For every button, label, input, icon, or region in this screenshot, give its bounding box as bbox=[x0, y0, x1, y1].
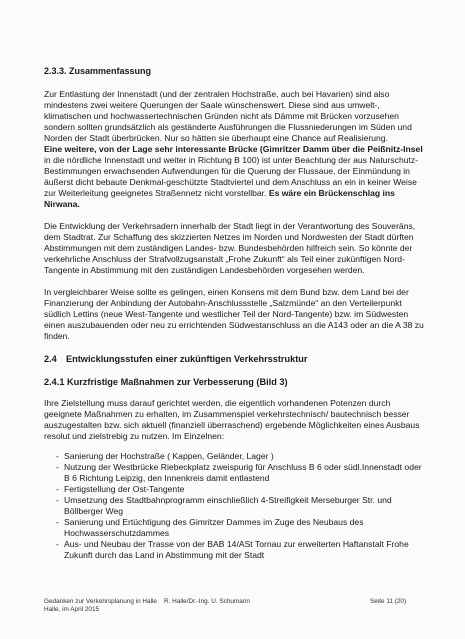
bridge-text: in die nördliche Innenstadt und weiter in Richtung B 100) ist unter Beachtung der aus Naturschutz-Bestimmungen erwachsenden Aufwendungen für die Querung der Flussaue, der Einmündung in äußerst dicht bebaute Denkmal-geschützte Stadtviertel und dem Anschluss an ein in keiner Weise zur Weiterleitung geeignetes Straßennetz nicht vorstellbar. bbox=[44, 155, 419, 198]
footer-date: Halle, im April 2015 bbox=[44, 606, 100, 613]
section-title: Entwicklungsstufen einer zukünftigen Verkehrsstruktur bbox=[66, 354, 308, 364]
list-item: - Nutzung der Westbrücke Riebeckplatz zweispurig für Anschluss B 6 oder südl.Innenstadt oder B 6 Richtung Leipzig, den Innenkreis damit entlastend bbox=[64, 462, 426, 484]
paragraph-summary bbox=[44, 89, 426, 210]
list-item: - Umsetzung des Stadtbahnprogramm einschließlich 4-Streifigkeit Merseburger Str. und Böllberger Weg bbox=[64, 495, 426, 517]
list-item: - Aus- und Neubau der Trasse von der BAB 14/ASt Tornau zur erweiterten Haftanstalt Frohe Zukunft durch das Land in Abstimmung mit der Stadt bbox=[64, 539, 426, 561]
section-number: 2.4 bbox=[44, 354, 57, 364]
bridge-conclusion: Es wäre ein Brückenschlag ins Nirwana. bbox=[44, 188, 395, 209]
paragraph-summary-text: Zur Entlastung der Innenstadt (und der zentralen Hochstraße, auch bei Havarien) sind also mindestens zwei weitere Querungen der Saale wünschenswert. Diese sind aus umwelt-, klimatischen und hochwassertechnischen Gründen nicht als Dämme mit Brücken vorzusehen sondern sollten grundsätzlich als geständerte Ausführungen die Flussniederungen im Süden und Norden der Stadt überbrücken. Nur so hätten sie überhaupt eine Chance auf Realisierung. bbox=[44, 89, 412, 143]
paragraph-measures-intro: Ihre Zielstellung muss darauf gerichtet werden, die eigentlich vorhandenen Potenzen durch geeignete Maßnahmen zu erhalten, im Zusammenspiel verkehrstechnisch/ bautechnisch besser auszugestalten bzw. sich aktuell (finanziell überraschend) ergebende Möglichkeiten eines Ausbaus resolut und zielstrebig zu nutzen. Im Einzelnen: bbox=[44, 398, 420, 441]
footer-page-number: Seite 11 (20) bbox=[370, 598, 407, 605]
section-heading-2-4-1: 2.4.1 Kurzfristige Maßnahmen zur Verbesserung (Bild 3) bbox=[44, 377, 288, 387]
footer-title: Gedanken zur Verkehrsplanung in Halle bbox=[44, 598, 157, 605]
section-heading-2-3-3: 2.3.3. Zusammenfassung bbox=[44, 66, 152, 76]
list-item: - Sanierung und Ertüchtigung des Gimritzer Dammes im Zuge des Neubaus des Hochwasserschutzdammes bbox=[64, 517, 426, 539]
list-item: - Sanierung der Hochstraße ( Kappen, Geländer, Lager ) bbox=[64, 451, 426, 462]
page-content bbox=[44, 66, 426, 561]
bridge-emphasis: Eine weitere, von der Lage sehr interessante Brücke (Gimritzer Damm über die Peißnitz-Insel bbox=[44, 144, 423, 154]
paragraph-traffic-development: Die Entwicklung der Verkehrsadern innerhalb der Stadt liegt in der Verantwortung des Souveräns, dem Stadtrat. Zur Schaffung des skizzierten Netzes im Norden und Nordwesten der Stadt dürften Abstimmungen mit dem zuständigen Landes- bzw. Bundesbehörden hilfreich sein. So könnte der verkehrliche Anschluss der Strafvollzugsanstalt „Frohe Zukunft“ als Teil einer zukünftigen Nord-Tangente in Abstimmung mit den zuständigen Landesbehörden vorgesehen werden. bbox=[44, 221, 416, 275]
section-heading-2-4 bbox=[44, 354, 426, 365]
measures-list bbox=[44, 451, 426, 561]
list-item: - Fertigstellung der Ost-Tangente bbox=[64, 484, 426, 495]
footer-authors: R. Halle/Dr.-Ing. U. Schumann bbox=[164, 598, 250, 605]
paragraph-consensus: In vergleichbarer Weise sollte es gelingen, einen Konsens mit dem Bund bzw. dem Land bei der Finanzierung der Anbindung der Autobahn-Anschlussstelle „Salzmünde“ an den Verteilerpunkt südlich Lettins (neue West-Tangente und westlicher Teil der Nord-Tangente) bzw. im Südwesten einen auszubauenden oder neu zu errichtenden Südwestanschluss an die A143 oder an die A 38 zu finden. bbox=[44, 287, 424, 341]
